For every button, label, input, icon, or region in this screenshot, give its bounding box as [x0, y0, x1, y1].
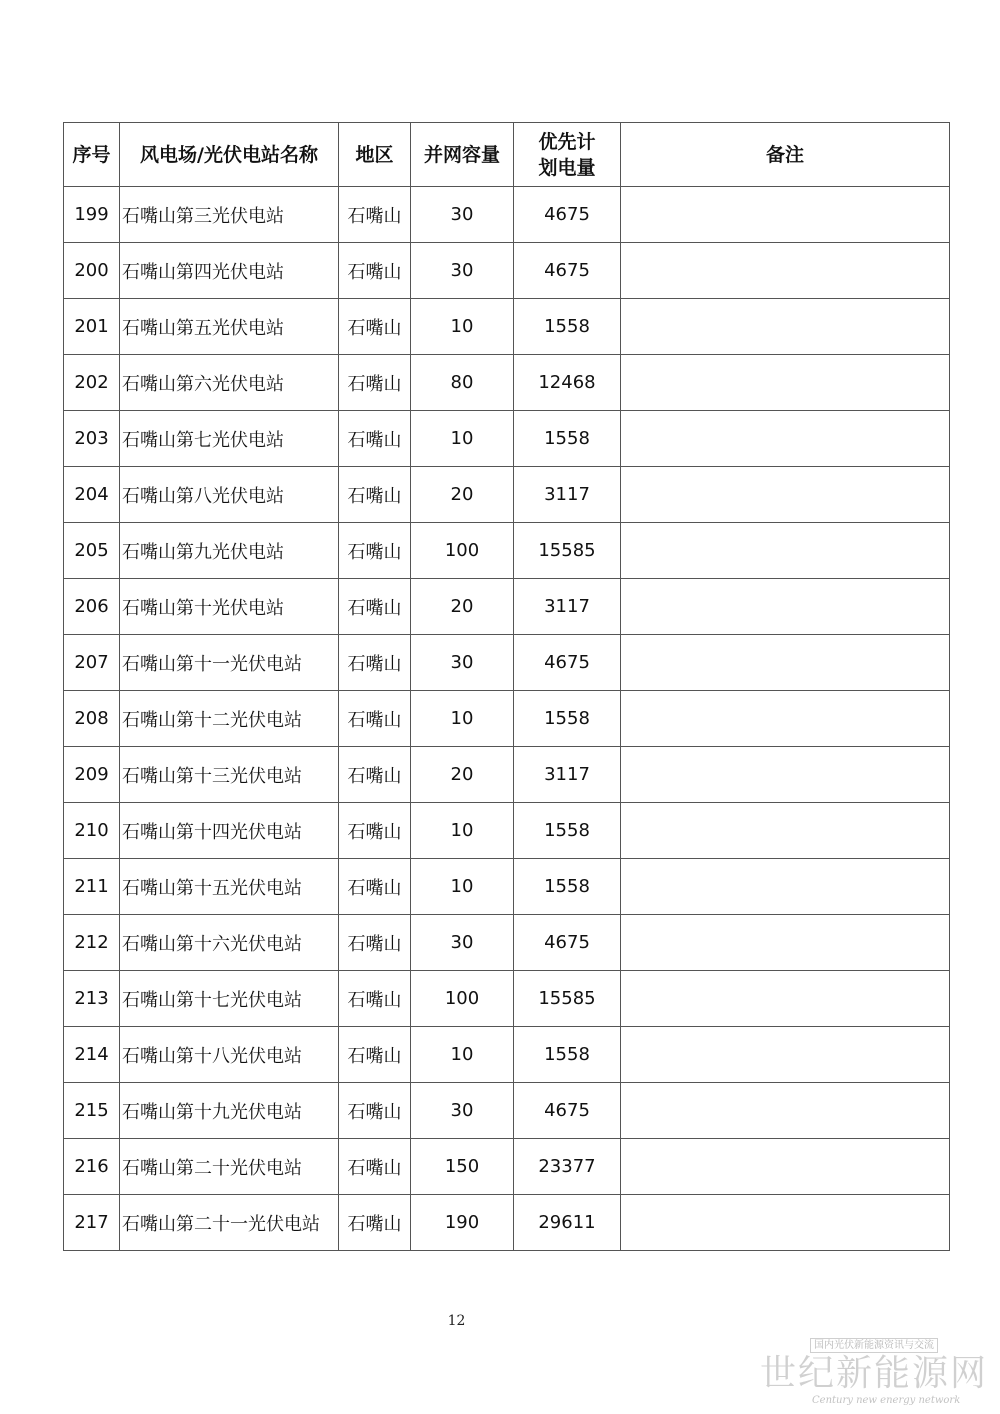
cell-plan: 23377: [514, 1139, 621, 1195]
cell-remarks: [621, 1195, 950, 1251]
cell-plan: 3117: [514, 579, 621, 635]
cell-plan: 1558: [514, 1027, 621, 1083]
cell-plan: 3117: [514, 747, 621, 803]
cell-name: 石嘴山第十七光伏电站: [120, 971, 339, 1027]
cell-remarks: [621, 747, 950, 803]
cell-plan: 1558: [514, 859, 621, 915]
header-region: 地区: [339, 123, 411, 187]
cell-seq: 199: [64, 187, 120, 243]
cell-capacity: 150: [411, 1139, 514, 1195]
cell-remarks: [621, 523, 950, 579]
cell-region: 石嘴山: [339, 1139, 411, 1195]
page-number: 12: [447, 1313, 466, 1329]
cell-capacity: 10: [411, 411, 514, 467]
cell-name: 石嘴山第十六光伏电站: [120, 915, 339, 971]
cell-plan: 4675: [514, 187, 621, 243]
cell-seq: 202: [64, 355, 120, 411]
table-row: [64, 1027, 950, 1083]
cell-capacity: 30: [411, 635, 514, 691]
header-remarks: 备注: [621, 123, 950, 187]
cell-region: 石嘴山: [339, 915, 411, 971]
cell-seq: 210: [64, 803, 120, 859]
cell-name: 石嘴山第五光伏电站: [120, 299, 339, 355]
cell-region: 石嘴山: [339, 971, 411, 1027]
cell-seq: 206: [64, 579, 120, 635]
cell-capacity: 20: [411, 467, 514, 523]
cell-seq: 215: [64, 1083, 120, 1139]
cell-plan: 4675: [514, 243, 621, 299]
cell-plan: 4675: [514, 915, 621, 971]
cell-region: 石嘴山: [339, 803, 411, 859]
cell-name: 石嘴山第九光伏电站: [120, 523, 339, 579]
cell-remarks: [621, 915, 950, 971]
cell-remarks: [621, 635, 950, 691]
cell-capacity: 100: [411, 523, 514, 579]
table-row: [64, 411, 950, 467]
cell-capacity: 10: [411, 859, 514, 915]
cell-name: 石嘴山第十九光伏电站: [120, 1083, 339, 1139]
cell-seq: 211: [64, 859, 120, 915]
cell-region: 石嘴山: [339, 1195, 411, 1251]
cell-name: 石嘴山第十二光伏电站: [120, 691, 339, 747]
plan-table: [63, 122, 950, 1251]
cell-capacity: 10: [411, 803, 514, 859]
cell-seq: 204: [64, 467, 120, 523]
cell-seq: 200: [64, 243, 120, 299]
cell-plan: 1558: [514, 299, 621, 355]
cell-capacity: 30: [411, 243, 514, 299]
cell-name: 石嘴山第七光伏电站: [120, 411, 339, 467]
header-capacity: 并网容量: [411, 123, 514, 187]
cell-name: 石嘴山第十光伏电站: [120, 579, 339, 635]
cell-name: 石嘴山第二十一光伏电站: [120, 1195, 339, 1251]
table-row: [64, 971, 950, 1027]
cell-capacity: 20: [411, 579, 514, 635]
table-row: [64, 1195, 950, 1251]
cell-region: 石嘴山: [339, 411, 411, 467]
cell-region: 石嘴山: [339, 1083, 411, 1139]
cell-remarks: [621, 1083, 950, 1139]
cell-region: 石嘴山: [339, 635, 411, 691]
cell-remarks: [621, 579, 950, 635]
cell-capacity: 80: [411, 355, 514, 411]
cell-remarks: [621, 187, 950, 243]
table-row: [64, 803, 950, 859]
cell-seq: 217: [64, 1195, 120, 1251]
watermark-logo: [760, 1338, 989, 1408]
table-row: [64, 691, 950, 747]
watermark-brand: 世纪新能源网: [760, 1353, 989, 1394]
table-row: [64, 747, 950, 803]
cell-remarks: [621, 1027, 950, 1083]
cell-seq: 214: [64, 1027, 120, 1083]
cell-plan: 4675: [514, 635, 621, 691]
cell-capacity: 10: [411, 1027, 514, 1083]
table-row: [64, 299, 950, 355]
cell-capacity: 30: [411, 915, 514, 971]
cell-name: 石嘴山第十八光伏电站: [120, 1027, 339, 1083]
cell-region: 石嘴山: [339, 467, 411, 523]
cell-seq: 213: [64, 971, 120, 1027]
cell-remarks: [621, 243, 950, 299]
cell-remarks: [621, 411, 950, 467]
cell-region: 石嘴山: [339, 355, 411, 411]
cell-remarks: [621, 971, 950, 1027]
cell-region: 石嘴山: [339, 523, 411, 579]
header-plan-line1: 优先计: [538, 130, 596, 153]
table-row: [64, 579, 950, 635]
cell-name: 石嘴山第三光伏电站: [120, 187, 339, 243]
cell-remarks: [621, 467, 950, 523]
cell-seq: 212: [64, 915, 120, 971]
cell-seq: 205: [64, 523, 120, 579]
cell-region: 石嘴山: [339, 859, 411, 915]
table-row: [64, 915, 950, 971]
cell-region: 石嘴山: [339, 579, 411, 635]
cell-remarks: [621, 355, 950, 411]
cell-remarks: [621, 691, 950, 747]
cell-plan: 15585: [514, 523, 621, 579]
cell-name: 石嘴山第十一光伏电站: [120, 635, 339, 691]
cell-name: 石嘴山第二十光伏电站: [120, 1139, 339, 1195]
cell-capacity: 100: [411, 971, 514, 1027]
cell-region: 石嘴山: [339, 1027, 411, 1083]
table-row: [64, 859, 950, 915]
table-body: [64, 187, 950, 1251]
cell-name: 石嘴山第十四光伏电站: [120, 803, 339, 859]
cell-plan: 15585: [514, 971, 621, 1027]
table-row: [64, 467, 950, 523]
table-header-row: [64, 123, 950, 187]
table-row: [64, 635, 950, 691]
header-seq: 序号: [64, 123, 120, 187]
table-row: [64, 1139, 950, 1195]
cell-seq: 207: [64, 635, 120, 691]
cell-name: 石嘴山第十五光伏电站: [120, 859, 339, 915]
cell-seq: 216: [64, 1139, 120, 1195]
header-name: 风电场/光伏电站名称: [120, 123, 339, 187]
cell-name: 石嘴山第四光伏电站: [120, 243, 339, 299]
cell-seq: 201: [64, 299, 120, 355]
cell-capacity: 10: [411, 299, 514, 355]
cell-capacity: 10: [411, 691, 514, 747]
cell-name: 石嘴山第十三光伏电站: [120, 747, 339, 803]
cell-seq: 209: [64, 747, 120, 803]
table-row: [64, 355, 950, 411]
cell-capacity: 30: [411, 1083, 514, 1139]
cell-remarks: [621, 859, 950, 915]
cell-plan: 4675: [514, 1083, 621, 1139]
cell-remarks: [621, 803, 950, 859]
watermark-tagline: 国内光伏新能源资讯与交流: [810, 1338, 938, 1353]
table-row: [64, 1083, 950, 1139]
table-row: [64, 523, 950, 579]
cell-plan: 3117: [514, 467, 621, 523]
table-row: [64, 243, 950, 299]
cell-remarks: [621, 299, 950, 355]
cell-name: 石嘴山第八光伏电站: [120, 467, 339, 523]
cell-region: 石嘴山: [339, 187, 411, 243]
cell-capacity: 190: [411, 1195, 514, 1251]
cell-remarks: [621, 1139, 950, 1195]
cell-region: 石嘴山: [339, 747, 411, 803]
cell-plan: 1558: [514, 803, 621, 859]
table-row: [64, 187, 950, 243]
cell-capacity: 20: [411, 747, 514, 803]
cell-plan: 29611: [514, 1195, 621, 1251]
cell-capacity: 30: [411, 187, 514, 243]
cell-seq: 203: [64, 411, 120, 467]
header-plan: [514, 123, 621, 187]
watermark-brand-en: Century new energy network: [812, 1395, 961, 1406]
cell-seq: 208: [64, 691, 120, 747]
cell-region: 石嘴山: [339, 691, 411, 747]
cell-plan: 12468: [514, 355, 621, 411]
cell-plan: 1558: [514, 691, 621, 747]
cell-name: 石嘴山第六光伏电站: [120, 355, 339, 411]
cell-region: 石嘴山: [339, 243, 411, 299]
header-plan-line2: 划电量: [538, 156, 596, 179]
cell-region: 石嘴山: [339, 299, 411, 355]
cell-plan: 1558: [514, 411, 621, 467]
